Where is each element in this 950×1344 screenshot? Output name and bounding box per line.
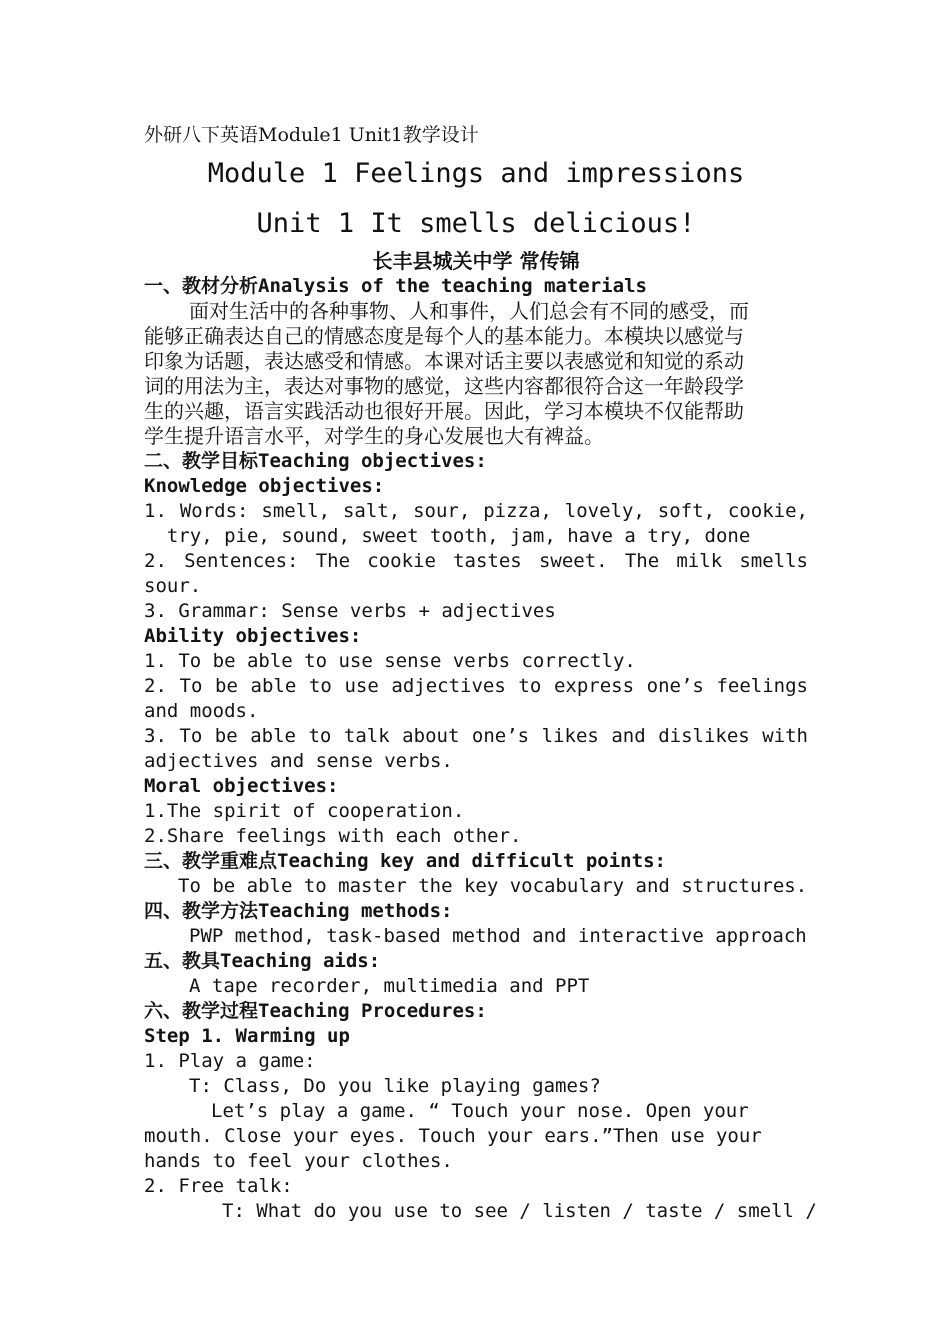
section-6-heading-en: Teaching Procedures: xyxy=(258,1000,487,1022)
knowledge-item: try, pie, sound, sweet tooth, jam, have a try, done xyxy=(144,525,751,547)
section-5-heading-zh: 五、教具 xyxy=(144,950,221,972)
knowledge-objectives-heading: Knowledge objectives: xyxy=(144,475,385,497)
section-4-heading xyxy=(144,899,808,924)
step-1-line: Let’s play a game. “ Touch your nose. Open your xyxy=(211,1100,749,1122)
section-2-heading-en: Teaching objectives: xyxy=(258,450,487,472)
section-1-para-line: 面对生活中的各种事物、人和事件，人们总会有不同的感受，而 xyxy=(189,299,749,323)
section-5-text: A tape recorder, multimedia and PPT xyxy=(189,975,590,997)
section-2-heading-zh: 二、教学目标 xyxy=(144,450,259,472)
author-line: 长丰县城关中学 常传锦 xyxy=(372,249,580,273)
section-4-heading-zh: 四、教学方法 xyxy=(144,900,259,922)
step-1-line: T: What do you use to see / listen / taste / smell / xyxy=(222,1200,817,1222)
ability-item: adjectives and sense verbs. xyxy=(144,750,453,772)
ability-item: 3. To be able to talk about one’s likes and dislikes with xyxy=(144,725,808,747)
section-6-heading-zh: 六、教学过程 xyxy=(144,1000,259,1022)
section-5-heading-en: Teaching aids: xyxy=(220,950,381,972)
step-1-line: hands to feel your clothes. xyxy=(144,1150,453,1172)
ability-item: 1. To be able to use sense verbs correctly. xyxy=(144,650,636,672)
step-1-line: mouth. Close your eyes. Touch your ears.”Then use your xyxy=(144,1125,762,1147)
moral-objectives-heading: Moral objectives: xyxy=(144,775,339,797)
knowledge-item: 1. Words: smell, salt, sour, pizza, lovely, soft, cookie, xyxy=(144,500,808,522)
section-3-heading-zh: 三、教学重难点 xyxy=(144,850,278,872)
section-1-heading-en: Analysis of the teaching materials xyxy=(258,275,647,297)
ability-objectives-heading: Ability objectives: xyxy=(144,625,362,647)
step-1-heading: Step 1. Warming up xyxy=(144,1025,350,1047)
step-1-line: T: Class, Do you like playing games? xyxy=(189,1075,601,1097)
step-1-line: 2. Free talk: xyxy=(144,1175,293,1197)
section-1-para-line: 印象为话题，表达感受和情感。本课对话主要以表感觉和知觉的系动 xyxy=(144,349,744,373)
section-1-heading-zh: 一、教材分析 xyxy=(144,275,259,297)
section-1-heading xyxy=(144,274,808,299)
ability-item: and moods. xyxy=(144,700,259,722)
unit-title: Unit 1 It smells delicious! xyxy=(256,208,696,239)
knowledge-item: sour. xyxy=(144,575,202,597)
section-2-heading xyxy=(144,449,808,474)
section-3-heading xyxy=(144,849,808,874)
section-1-para-line: 学生提升语言水平，对学生的身心发展也大有裨益。 xyxy=(144,424,604,448)
section-5-heading xyxy=(144,949,808,974)
section-3-text: To be able to master the key vocabulary and structures. xyxy=(178,875,808,897)
knowledge-item: 3. Grammar: Sense verbs + adjectives xyxy=(144,600,556,622)
section-4-text: PWP method, task-based method and interactive approach xyxy=(189,925,807,947)
knowledge-item: 2. Sentences: The cookie tastes sweet. The milk smells xyxy=(144,550,808,572)
section-1-para-line: 生的兴趣，语言实践活动也很好开展。因此，学习本模块不仅能帮助 xyxy=(144,399,744,423)
section-1-para-line: 能够正确表达自己的情感态度是每个人的基本能力。本模块以感觉与 xyxy=(144,324,744,348)
module-title: Module 1 Feelings and impressions xyxy=(207,158,745,189)
section-1-para-line: 词的用法为主，表达对事物的感觉，这些内容都很符合这一年龄段学 xyxy=(144,374,744,398)
section-3-heading-en: Teaching key and difficult points: xyxy=(277,850,666,872)
moral-item: 2.Share feelings with each other. xyxy=(144,825,522,847)
document-label: 外研八下英语Module1 Unit1教学设计 xyxy=(144,124,479,146)
section-4-heading-en: Teaching methods: xyxy=(258,900,453,922)
step-1-line: 1. Play a game: xyxy=(144,1050,316,1072)
section-6-heading xyxy=(144,999,808,1024)
moral-item: 1.The spirit of cooperation. xyxy=(144,800,465,822)
ability-item: 2. To be able to use adjectives to express one’s feelings xyxy=(144,675,808,697)
